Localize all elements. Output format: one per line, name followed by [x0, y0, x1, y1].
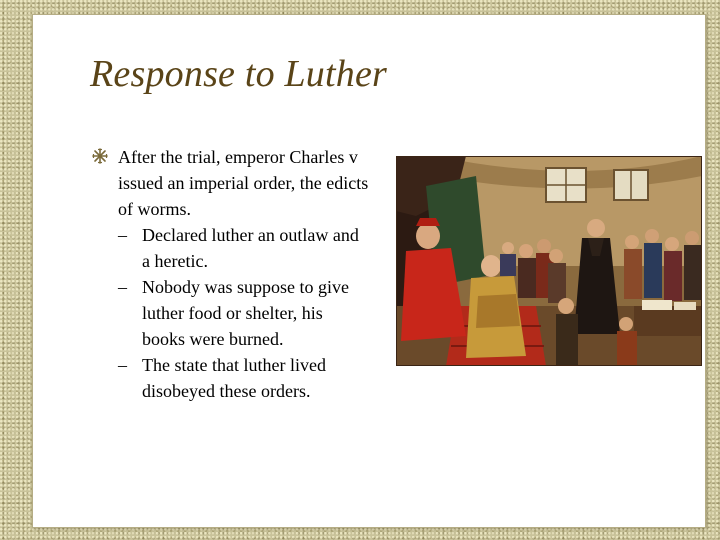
sub-bullet-item [118, 352, 382, 404]
slide-body [92, 144, 382, 404]
dash-marker: – [118, 277, 127, 297]
bullet-item [92, 144, 382, 222]
sub-bullet-text: Nobody was suppose to give luther food or shelter, his books were burned. [142, 277, 349, 349]
sub-bullet-item [118, 222, 382, 274]
sub-bullet-list [118, 222, 382, 404]
bullet-text: After the trial, emperor Charles v issued an imperial order, the edicts of worms. [118, 147, 369, 219]
dash-marker: – [118, 355, 127, 375]
sub-bullet-text: The state that luther lived disobeyed these orders. [142, 355, 326, 401]
luther-painting-image [396, 156, 702, 366]
sub-bullet-item [118, 274, 382, 352]
sub-bullet-text: Declared luther an outlaw and a heretic. [142, 225, 359, 271]
asterisk-bullet-icon [92, 148, 108, 164]
dash-marker: – [118, 225, 127, 245]
painting-illustration [396, 156, 702, 366]
slide-title: Response to Luther [90, 53, 388, 95]
